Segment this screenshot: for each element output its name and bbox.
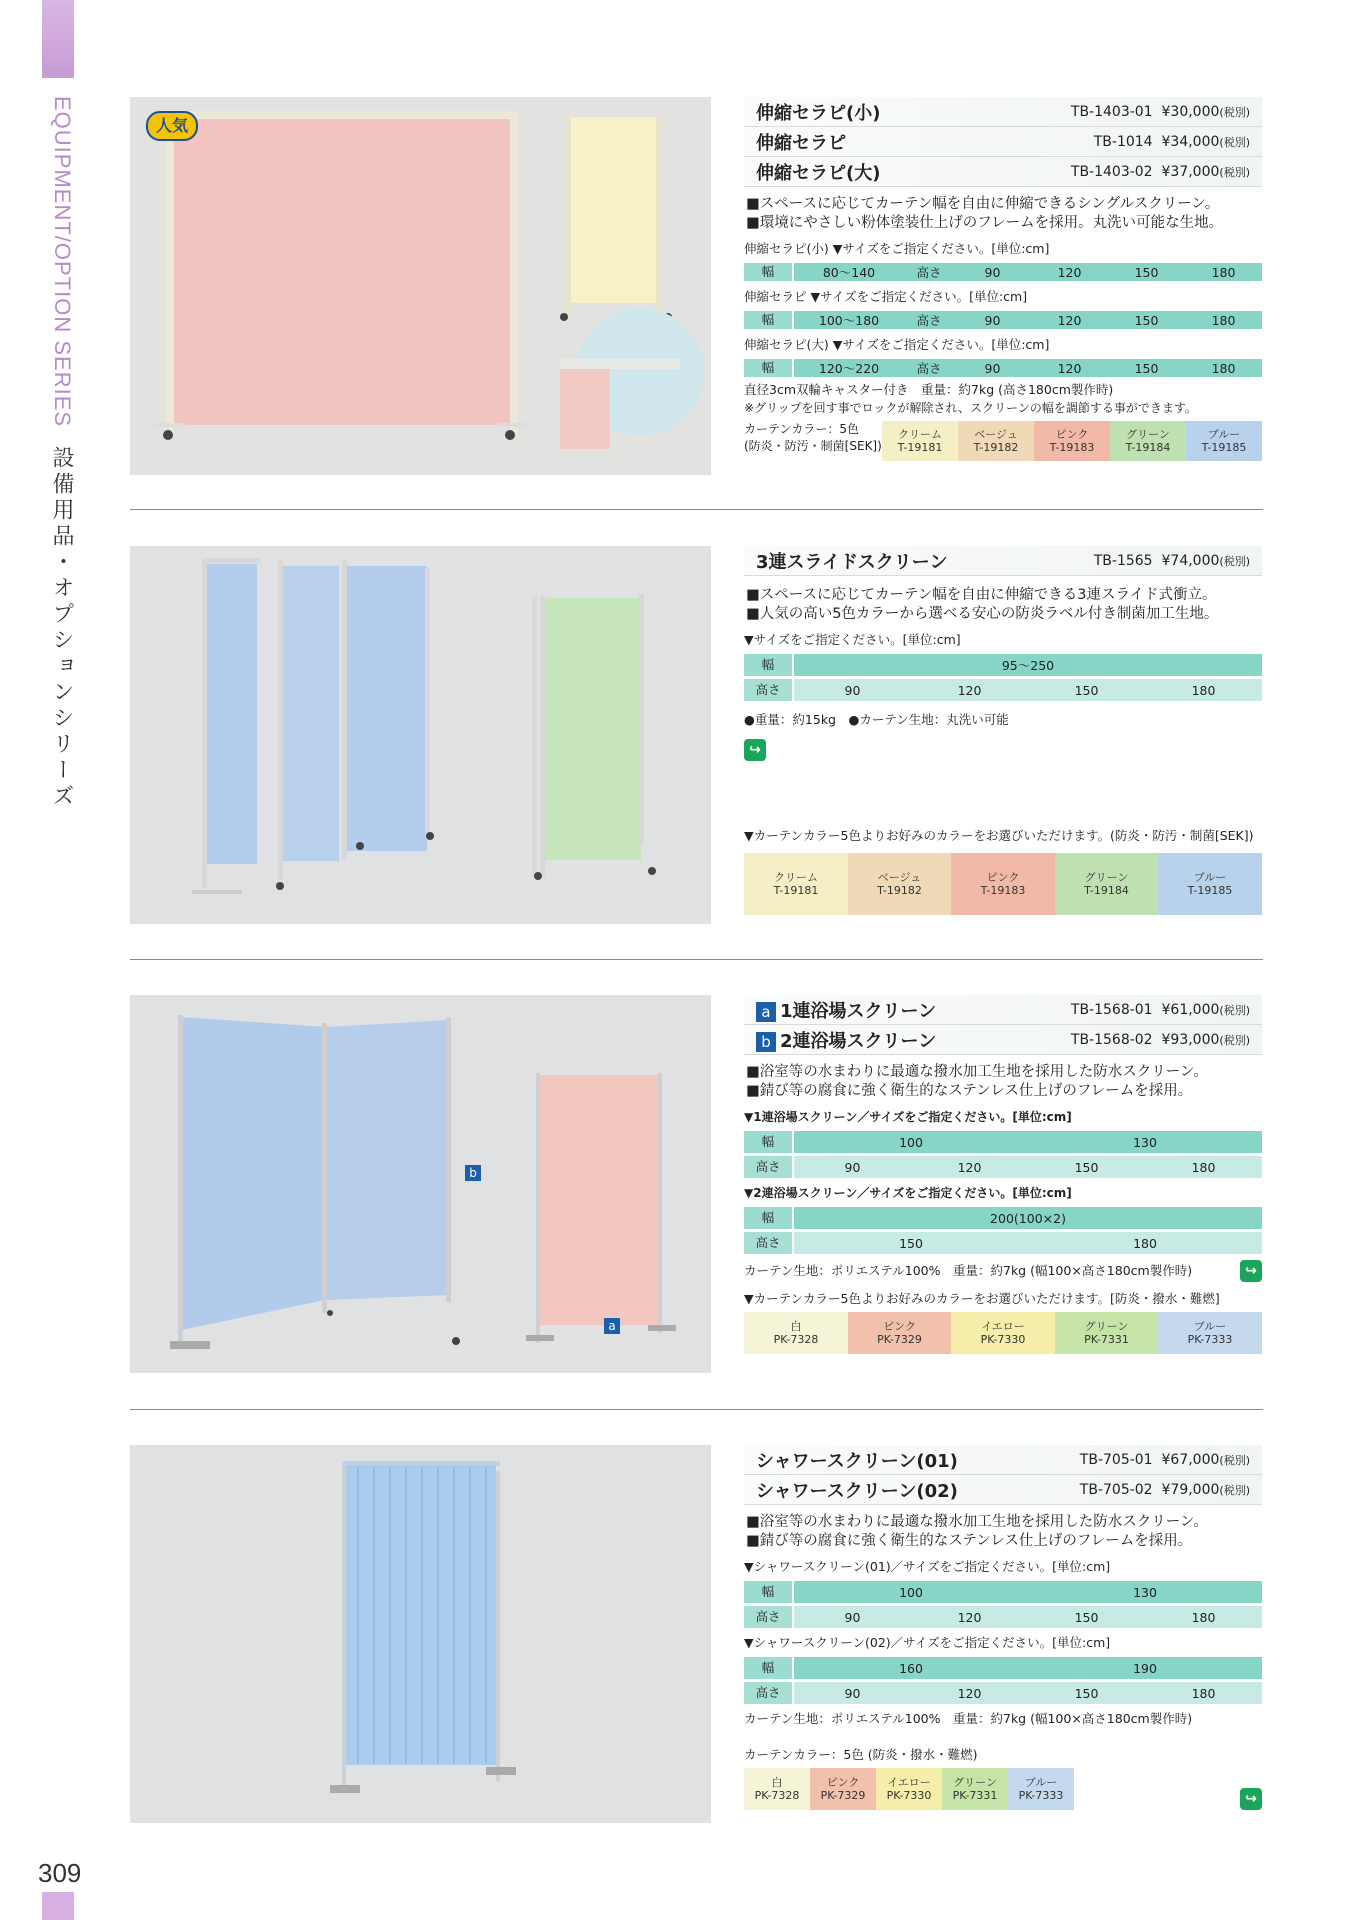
- height-value: 120: [957, 1159, 982, 1175]
- color-code: PK-7333: [1187, 1333, 1233, 1346]
- color-swatch: [1055, 853, 1158, 915]
- width-value: 80〜140: [822, 265, 876, 280]
- color-code: PK-7329: [877, 1333, 922, 1346]
- product-photo-shower-screen: [130, 1445, 711, 1823]
- description-line: ■錆び等の腐食に強く衛生的なステンレス仕上げのフレームを採用。: [746, 1083, 1193, 1099]
- external-link-icon-glyph[interactable]: ↪: [744, 739, 766, 761]
- width-label: 幅: [744, 1207, 794, 1229]
- color-name: グリーン: [953, 1776, 997, 1789]
- product-photo-3ren-slide-screen: [130, 546, 711, 924]
- color-code: PK-7328: [773, 1333, 819, 1346]
- height-value: 180: [1191, 1609, 1216, 1625]
- color-swatch: [1034, 421, 1110, 461]
- color-code: PK-7328: [754, 1789, 800, 1802]
- product-price: ¥61,000: [1161, 1001, 1220, 1018]
- photo-label-a: a: [604, 1318, 620, 1334]
- color-name: イエロー: [887, 1776, 931, 1789]
- size-row: [744, 311, 1262, 329]
- product-title-row: [744, 97, 1262, 127]
- height-value: 120: [957, 682, 982, 698]
- product-info-3ren-slide-screen: [744, 546, 1262, 915]
- width-row: [744, 1657, 1262, 1679]
- product-price: ¥34,000: [1161, 133, 1220, 150]
- color-code: PK-7330: [886, 1789, 932, 1802]
- description-line: ■錆び等の腐食に強く衛生的なステンレス仕上げのフレームを採用。: [746, 1533, 1193, 1549]
- color-code: T-19184: [1125, 441, 1171, 454]
- color-label: ▼カーテンカラー5色よりお好みのカラーをお選びいただけます。(防炎・防汚・制菌[SEK]): [744, 828, 1254, 843]
- width-row: [744, 654, 1262, 676]
- fabric-note: カーテン生地：ポリエステル100% 重量：約7kg (幅100×高さ180cm製作時): [744, 1711, 1193, 1726]
- width-value: 160: [899, 1660, 923, 1676]
- color-swatch: [1158, 1312, 1262, 1354]
- color-name: グリーン: [1084, 871, 1129, 884]
- height-row: [744, 1156, 1262, 1178]
- color-name: ブルー: [1193, 1320, 1227, 1333]
- color-name: 白: [790, 1320, 802, 1333]
- product-description: [744, 187, 1262, 237]
- size-label: ▼2連浴場スクリーン／サイズをご指定ください。[単位:cm]: [744, 1186, 1072, 1200]
- product-price: ¥79,000: [1161, 1481, 1220, 1498]
- size-label: ▼シャワースクリーン(01)／サイズをご指定ください。[単位:cm]: [744, 1559, 1111, 1574]
- color-swatches: [744, 1312, 1262, 1354]
- height-value: 150: [1134, 264, 1159, 280]
- height-value: 180: [1191, 682, 1216, 698]
- color-swatch: [744, 1768, 810, 1810]
- height-value: 180: [1191, 1159, 1216, 1175]
- height-row: [744, 1606, 1262, 1628]
- height-label: 高さ: [916, 313, 942, 328]
- color-swatch: [810, 1768, 876, 1810]
- tax-note: (税別): [1219, 135, 1250, 149]
- color-code: PK-7333: [1018, 1789, 1064, 1802]
- color-section: [744, 421, 1262, 461]
- color-code: T-19185: [1201, 441, 1247, 454]
- series-label-jp: 設備用品・オプションシリーズ: [50, 446, 75, 811]
- product-code: TB-1014: [1093, 133, 1153, 150]
- external-link-icon[interactable]: ↪: [1240, 1788, 1262, 1810]
- fabric-note: カーテン生地：ポリエステル100% 重量：約7kg (幅100×高さ180cm製作時): [744, 1263, 1193, 1278]
- width-value: 100: [899, 1584, 923, 1600]
- tax-note: (税別): [1219, 554, 1250, 568]
- color-code: PK-7331: [1084, 1333, 1129, 1346]
- color-name: クリーム: [898, 428, 942, 441]
- product-code: TB-1565: [1093, 552, 1153, 569]
- color-label: [744, 421, 882, 461]
- color-swatch: [1158, 853, 1262, 915]
- tax-note: (税別): [1219, 165, 1250, 179]
- width-row: [744, 1131, 1262, 1153]
- color-label: カーテンカラー：5色 (防炎・撥水・難燃): [744, 1747, 978, 1762]
- width-label: 幅: [744, 1581, 794, 1603]
- product-code: TB-705-02: [1079, 1481, 1153, 1498]
- product-title-row: [744, 1475, 1262, 1505]
- color-swatch: [744, 1312, 848, 1354]
- color-swatch: [848, 853, 951, 915]
- product-name: 伸縮セラピ: [756, 132, 846, 154]
- height-value: 90: [844, 1159, 861, 1175]
- height-value: 180: [1133, 1235, 1157, 1251]
- width-label: 幅: [744, 654, 794, 676]
- product-code: TB-705-01: [1079, 1451, 1153, 1468]
- width-label: 幅: [744, 311, 794, 329]
- sidebar-color-band-bottom: [42, 1892, 74, 1920]
- description-line: ■人気の高い5色カラーから選べる安心の防炎ラベル付き制菌加工生地。: [746, 606, 1219, 622]
- color-swatch: [876, 1768, 942, 1810]
- description-line: ■スペースに応じてカーテン幅を自由に伸縮できる3連スライド式衝立。: [746, 587, 1217, 603]
- width-value: 130: [1133, 1134, 1157, 1150]
- height-value: 120: [1057, 360, 1082, 376]
- product-title-row: [744, 995, 1262, 1025]
- size-row: [744, 263, 1262, 281]
- product-title-row: [744, 157, 1262, 187]
- description-line: ■スペースに応じてカーテン幅を自由に伸縮できるシングルスクリーン。: [746, 196, 1220, 212]
- color-name: ブルー: [1193, 871, 1227, 884]
- height-value: 90: [984, 360, 1001, 376]
- variant-badge-b: b: [756, 1032, 776, 1052]
- size-label: ▼シャワースクリーン(02)／サイズをご指定ください。[単位:cm]: [744, 1635, 1111, 1650]
- tax-note: (税別): [1219, 1003, 1250, 1017]
- product-name: シャワースクリーン(02): [756, 1480, 958, 1502]
- width-row: [744, 1581, 1262, 1603]
- product-photo-shinshuku-serapi: [130, 97, 711, 475]
- color-label: ▼カーテンカラー5色よりお好みのカラーをお選びいただけます。[防炎・撥水・難燃]: [744, 1291, 1220, 1306]
- height-row: [744, 1232, 1262, 1254]
- height-value: 90: [984, 264, 1001, 280]
- color-name: 白: [771, 1776, 783, 1789]
- color-swatch: [942, 1768, 1008, 1810]
- product-name: シャワースクリーン(01): [756, 1450, 958, 1472]
- color-swatch: [1008, 1768, 1074, 1810]
- color-label-line: (防炎・防汚・制菌[SEK]): [744, 439, 882, 453]
- width-label: 幅: [744, 359, 794, 377]
- width-value: 200(100×2): [990, 1210, 1066, 1226]
- product-info-shower-screen: [744, 1445, 1262, 1810]
- color-code: T-19183: [980, 884, 1026, 897]
- height-label: 高さ: [744, 1156, 794, 1178]
- color-name: ベージュ: [974, 428, 1018, 441]
- tax-note: (税別): [1219, 1453, 1250, 1467]
- height-row: [744, 1682, 1262, 1704]
- height-value: 90: [844, 682, 861, 698]
- color-name: ピンク: [1055, 428, 1089, 441]
- height-value: 150: [1074, 1609, 1099, 1625]
- color-swatch: [1055, 1312, 1158, 1354]
- height-value: 150: [1074, 1159, 1099, 1175]
- color-swatch: [848, 1312, 951, 1354]
- height-value: 120: [957, 1609, 982, 1625]
- color-name: ブルー: [1024, 1776, 1058, 1789]
- series-label: [42, 96, 78, 810]
- product-info-yokujo-screen: [744, 995, 1262, 1354]
- popular-badge: 人気: [146, 111, 198, 141]
- height-label: 高さ: [744, 679, 794, 701]
- product-name: 伸縮セラピ(大): [756, 162, 881, 184]
- product-price: ¥67,000: [1161, 1451, 1220, 1468]
- product-name: 2連浴場スクリーン: [780, 1030, 937, 1052]
- height-row: [744, 679, 1262, 701]
- color-code: PK-7330: [980, 1333, 1026, 1346]
- height-value: 90: [844, 1685, 861, 1701]
- product-description: [744, 576, 1262, 628]
- height-label: 高さ: [744, 1232, 794, 1254]
- height-value: 180: [1191, 1685, 1216, 1701]
- width-value: 100: [899, 1134, 923, 1150]
- section-divider: [130, 959, 1263, 960]
- color-code: T-19181: [773, 884, 819, 897]
- width-label: 幅: [744, 263, 794, 281]
- color-code: T-19184: [1084, 884, 1129, 897]
- product-description: [744, 1055, 1262, 1105]
- series-label-en: EQUIPMENT/OPTION SERIES: [50, 96, 75, 428]
- size-label: 伸縮セラピ ▼サイズをご指定ください。[単位:cm]: [744, 289, 1028, 304]
- product-name: 1連浴場スクリーン: [780, 1000, 937, 1022]
- height-value: 90: [844, 1609, 861, 1625]
- color-name: ピンク: [826, 1776, 860, 1789]
- color-code: T-19182: [973, 441, 1019, 454]
- width-value: 120〜220: [818, 361, 880, 376]
- color-label-line: カーテンカラー：5色: [744, 422, 860, 436]
- color-name: クリーム: [774, 871, 818, 884]
- tax-note: (税別): [1219, 1033, 1250, 1047]
- size-row: [744, 359, 1262, 377]
- product-title-row: [744, 546, 1262, 576]
- height-value: 120: [1057, 264, 1082, 280]
- height-value: 150: [1074, 1685, 1099, 1701]
- section-divider: [130, 509, 1263, 510]
- color-code: T-19182: [877, 884, 922, 897]
- width-value: 95〜250: [1001, 658, 1055, 673]
- external-link-icon[interactable]: [744, 739, 1262, 761]
- product-info-shinshuku-serapi: [744, 97, 1262, 461]
- tax-note: (税別): [1219, 1483, 1250, 1497]
- product-description: [744, 1505, 1262, 1555]
- section-divider: [130, 1409, 1263, 1410]
- color-code: PK-7329: [820, 1789, 866, 1802]
- description-line: ■浴室等の水まわりに最適な撥水加工生地を採用した防水スクリーン。: [746, 1064, 1208, 1080]
- width-value: 100〜180: [818, 313, 880, 328]
- product-title-row: [744, 1025, 1262, 1055]
- color-swatches: [744, 1768, 1074, 1810]
- color-swatch: [1186, 421, 1262, 461]
- color-name: グリーン: [1084, 1320, 1129, 1333]
- product-code: TB-1403-01: [1070, 103, 1153, 120]
- height-value: 120: [957, 1685, 982, 1701]
- width-row: [744, 1207, 1262, 1229]
- color-code: T-19183: [1049, 441, 1095, 454]
- product-title-row: [744, 1445, 1262, 1475]
- height-value: 150: [1074, 682, 1099, 698]
- size-label: ▼1連浴場スクリーン／サイズをご指定ください。[単位:cm]: [744, 1110, 1072, 1124]
- color-swatch: [882, 421, 958, 461]
- height-value: 180: [1211, 312, 1236, 328]
- color-swatch: [1110, 421, 1186, 461]
- height-value: 150: [899, 1235, 923, 1251]
- height-value: 150: [1134, 312, 1159, 328]
- product-name: 伸縮セラピ(小): [756, 102, 881, 124]
- size-label: 伸縮セラピ(大) ▼サイズをご指定ください。[単位:cm]: [744, 337, 1050, 352]
- color-swatches: [882, 421, 1262, 461]
- color-name: ベージュ: [877, 871, 922, 884]
- product-name: 3連スライドスクリーン: [756, 551, 948, 573]
- fabric-note-row: [744, 1260, 1262, 1282]
- photo-label-b: b: [465, 1165, 481, 1181]
- color-name: ピンク: [883, 1320, 916, 1333]
- color-code: T-19185: [1187, 884, 1233, 897]
- size-label: ▼サイズをご指定ください。[単位:cm]: [744, 632, 961, 647]
- width-label: 幅: [744, 1657, 794, 1679]
- tax-note: (税別): [1219, 105, 1250, 119]
- color-name: ブルー: [1207, 428, 1241, 441]
- height-label: 高さ: [916, 265, 942, 280]
- color-swatch: [744, 853, 848, 915]
- height-label: 高さ: [744, 1682, 794, 1704]
- product-price: ¥30,000: [1161, 103, 1220, 120]
- external-link-icon[interactable]: ↪: [1240, 1260, 1262, 1282]
- width-label: 幅: [744, 1131, 794, 1153]
- height-label: 高さ: [916, 361, 942, 376]
- product-price: ¥74,000: [1161, 552, 1220, 569]
- product-code: TB-1568-01: [1070, 1001, 1153, 1018]
- grip-note: ※グリップを回す事でロックが解除され、スクリーンの幅を調節する事ができます。: [744, 401, 1197, 415]
- page-number: 309: [38, 1858, 82, 1888]
- description-line: ■浴室等の水まわりに最適な撥水加工生地を採用した防水スクリーン。: [746, 1514, 1208, 1530]
- product-title-row: [744, 127, 1262, 157]
- height-value: 180: [1211, 360, 1236, 376]
- height-value: 90: [984, 312, 1001, 328]
- height-label: 高さ: [744, 1606, 794, 1628]
- product-price: ¥37,000: [1161, 163, 1220, 180]
- color-swatch: [951, 1312, 1055, 1354]
- color-name: グリーン: [1126, 428, 1170, 441]
- spec-note: ●重量：約15kg ●カーテン生地：丸洗い可能: [744, 712, 1009, 727]
- color-swatch: [951, 853, 1055, 915]
- size-label: 伸縮セラピ(小) ▼サイズをご指定ください。[単位:cm]: [744, 241, 1050, 256]
- color-name: イエロー: [981, 1320, 1025, 1333]
- height-value: 180: [1211, 264, 1236, 280]
- color-code: T-19181: [897, 441, 943, 454]
- color-swatch: [958, 421, 1034, 461]
- height-value: 120: [1057, 312, 1082, 328]
- variant-badge-a: a: [756, 1002, 776, 1022]
- sidebar-color-band-top: [42, 0, 74, 78]
- caster-note: 直径3cm双輪キャスター付き 重量：約7kg (高さ180cm製作時): [744, 382, 1114, 397]
- description-line: ■環境にやさしい粉体塗装仕上げのフレームを採用。丸洗い可能な生地。: [746, 215, 1224, 231]
- product-price: ¥93,000: [1161, 1031, 1220, 1048]
- color-name: ピンク: [986, 871, 1020, 884]
- product-code: TB-1403-02: [1070, 163, 1153, 180]
- width-value: 130: [1133, 1584, 1157, 1600]
- height-value: 150: [1134, 360, 1159, 376]
- color-swatches: [744, 853, 1262, 915]
- product-code: TB-1568-02: [1070, 1031, 1153, 1048]
- product-photo-yokujo-screen: [130, 995, 711, 1373]
- width-value: 190: [1133, 1660, 1157, 1676]
- color-row: [744, 1768, 1262, 1810]
- color-code: PK-7331: [952, 1789, 998, 1802]
